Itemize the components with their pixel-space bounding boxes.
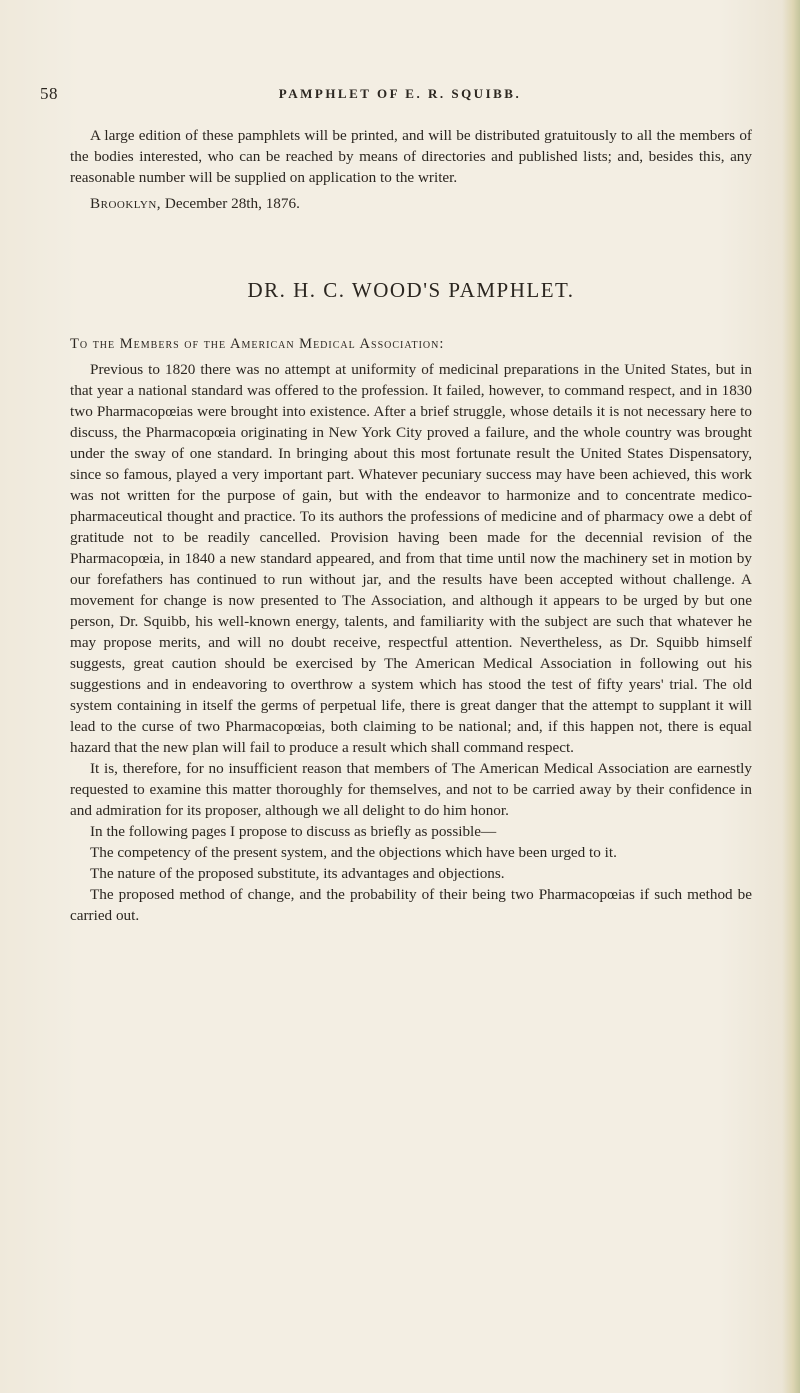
body-paragraph-outline: In the following pages I propose to discuss as briefly as possible— xyxy=(90,823,497,840)
page-number: 58 xyxy=(40,84,58,103)
body-paragraph-request: It is, therefore, for no insufficient reason that members of The American Medical Association are earnestly requested to examine this matter thoroughly for themselves, and not to be carried away by their confidence in and admiration for its proposer, although we all delight to do him honor. xyxy=(70,760,752,819)
dateline-place: Brooklyn, xyxy=(90,195,162,212)
page-edge-shadow xyxy=(782,0,800,1393)
intro-paragraph: A large edition of these pamphlets will be printed, and will be distributed gratuitously to all the members of the bodies interested, who can be reached by means of directories and published lists; and, besides this, any reasonable number will be supplied on application to the writer. xyxy=(70,127,752,186)
outline-item-method: The proposed method of change, and the probability of their being two Pharmacopœias if such method be carried out. xyxy=(70,886,752,924)
body-paragraph-history: Previous to 1820 there was no attempt at uniformity of medicinal preparations in the United States, but in that year a national standard was offered to the profession. It failed, however, to command respect, and in 1830 two Pharmacopœias were brought into existence. After a brief struggle, whose details it is not necessary here to discuss, the Pharmacopœia originating in New York City proved a failure, and the whole country was brought under the sway of one standard. In bringing about this most fortunate result the United States Dispensatory, since so famous, played a very important part. Whatever pecuniary success may have been achieved, this work was not written for the purpose of gain, but with the endeavor to harmonize and to concentrate medico-pharmaceutical thought and practice. To its authors the professions of medicine and of pharmacy owe a debt of gratitude not to be readily cancelled. Provision having been made for the decennial revision of the Pharmacopœia, in 1840 a new standard appeared, and from that time until now the machinery set in motion by our forefathers has continued to run without jar, and the results have been accepted without challenge. A movement for change is now presented to The Association, and although it appears to be urged by but one person, Dr. Squibb, his well-known energy, talents, and familiarity with the subject are such that whatever he may propose merits, and will no doubt receive, respectful attention. Nevertheless, as Dr. Squibb himself suggests, great caution should be exercised by The American Medical Association in following out his suggestions and in endeavoring to overthrow a system which has stood the test of fifty years' trial. The old system containing in itself the germs of perpetual life, there is great danger that the attempt to supplant it will lead to the curse of two Pharmacopœias, both claiming to be national; and, if this happen not, there is equal hazard that the new plan will fail to produce a result which shall command respect. xyxy=(70,361,752,756)
running-head-title: PAMPHLET OF E. R. SQUIBB. xyxy=(278,86,522,101)
salutation-text: To the Members of the American Medical Association: xyxy=(70,336,445,352)
dateline-date: December 28th, 1876. xyxy=(164,195,300,212)
outline-item-substitute: The nature of the proposed substitute, its advantages and objections. xyxy=(90,865,505,882)
salutation xyxy=(70,333,752,355)
pamphlet-title: DR. H. C. WOOD'S PAMPHLET. xyxy=(247,278,575,302)
dateline xyxy=(70,193,752,214)
running-head xyxy=(40,84,760,112)
page-content xyxy=(70,125,752,926)
outline-item-competency: The competency of the present system, and the objections which have been urged to it. xyxy=(90,844,617,861)
